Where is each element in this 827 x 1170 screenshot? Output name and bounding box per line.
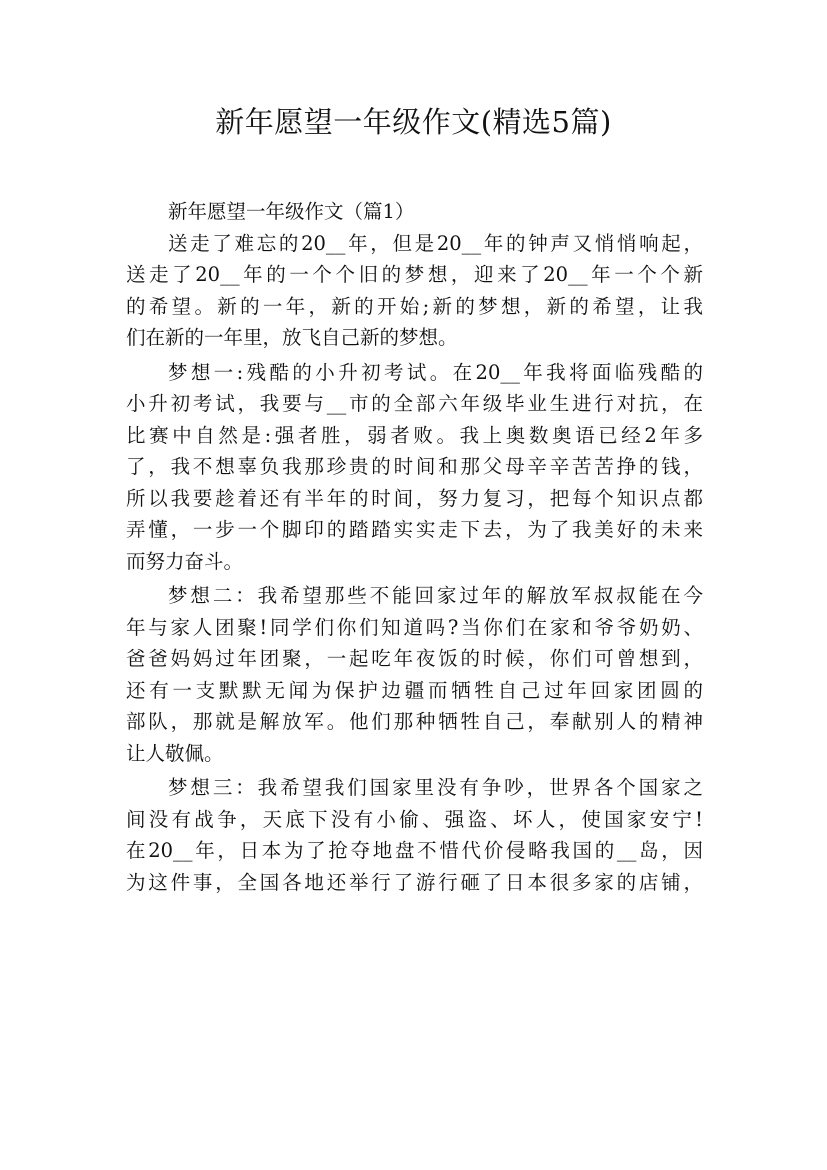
paragraph-line: 年与家人团聚!同学们你们知道吗?当你们在家和爷爷奶奶、 bbox=[126, 615, 703, 639]
paragraph-line: 了，我不想辜负我那珍贵的时间和那父母辛辛苦苦挣的钱， bbox=[126, 455, 703, 478]
paragraph-line: 梦想二：我希望那些不能回家过年的解放军叔叔能在今 bbox=[168, 584, 703, 607]
paragraph-line: 让人敬佩。 bbox=[126, 741, 224, 765]
paragraph-line: 梦想一:残酷的小升初考试。在20__年我将面临残酷的 bbox=[168, 360, 703, 384]
paragraph-line: 还有一支默默无闻为保护边疆而牺牲自己过年回家团圆的 bbox=[126, 678, 703, 702]
paragraph-line: 梦想三：我希望我们国家里没有争吵，世界各个国家之 bbox=[168, 776, 703, 799]
paragraph-line: 间没有战争，天底下没有小偷、强盗、坏人，使国家安宁! bbox=[126, 807, 703, 831]
paragraph-line: 送走了难忘的20__年，但是20__年的钟声又悄悄响起， bbox=[168, 231, 703, 255]
paragraph-line: 爸爸妈妈过年团聚，一起吃年夜饭的时候，你们可曾想到， bbox=[126, 647, 703, 670]
paragraph-line: 们在新的一年里，放飞自己新的梦想。 bbox=[126, 326, 458, 349]
document-body bbox=[126, 196, 703, 898]
paragraph-1 bbox=[126, 228, 703, 354]
paragraph-4 bbox=[126, 772, 703, 898]
paragraph-line: 所以我要趁着还有半年的时间，努力复习，把每个知识点都 bbox=[126, 486, 703, 510]
paragraph-line: 部队，那就是解放军。他们那种牺牲自己，奉献别人的精神 bbox=[126, 710, 703, 733]
paragraph-line: 为这件事，全国各地还举行了游行砸了日本很多家的店铺， bbox=[126, 870, 703, 894]
section-heading: 新年愿望一年级作文（篇1） bbox=[168, 200, 415, 223]
paragraph-line: 比赛中自然是:强者胜，弱者败。我上奥数奥语已经2年多 bbox=[126, 423, 703, 447]
paragraph-line: 而努力奋斗。 bbox=[126, 549, 244, 573]
paragraph-line: 弄懂，一步一个脚印的踏踏实实走下去，为了我美好的未来 bbox=[126, 518, 703, 541]
paragraph-line: 小升初考试，我要与__市的全部六年级毕业生进行对抗，在 bbox=[126, 392, 703, 415]
paragraph-3 bbox=[126, 580, 703, 769]
paragraph-line: 的希望。新的一年，新的开始;新的梦想，新的希望，让我 bbox=[126, 294, 703, 318]
document-title: 新年愿望一年级作文(精选5篇) bbox=[215, 105, 612, 139]
paragraph-line: 在20__年，日本为了抢夺地盘不惜代价侵略我国的__岛，因 bbox=[126, 839, 703, 862]
paragraph-2 bbox=[126, 357, 703, 578]
paragraph-line: 送走了20__年的一个个旧的梦想，迎来了20__年一个个新 bbox=[126, 263, 703, 286]
